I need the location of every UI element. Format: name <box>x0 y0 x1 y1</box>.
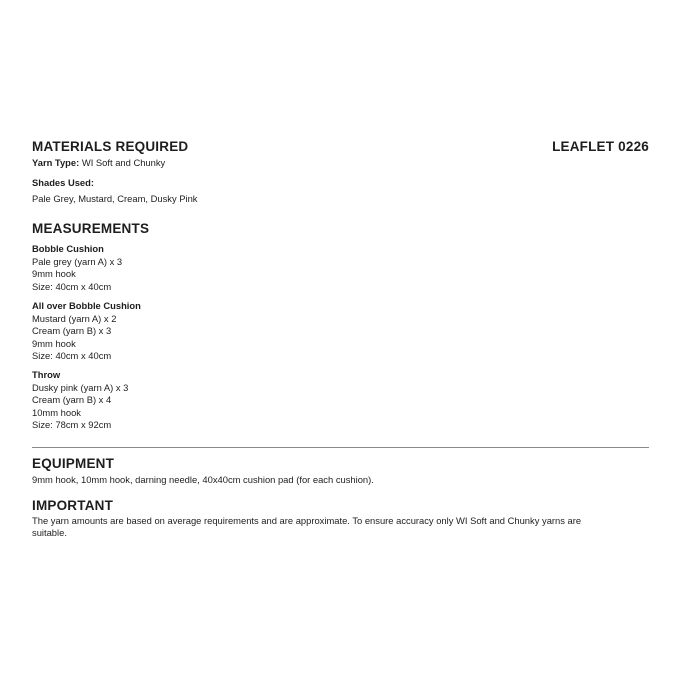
measurement-all-over-bobble-cushion <box>32 300 141 363</box>
equipment-text: 9mm hook, 10mm hook, darning needle, 40x40cm cushion pad (for each cushion). <box>32 474 374 485</box>
section-divider <box>32 447 649 448</box>
measurement-line: Mustard (yarn A) x 2 <box>32 312 117 324</box>
measurement-throw <box>32 369 128 432</box>
measurement-line: 10mm hook <box>32 406 81 418</box>
yarn-type-label: Yarn Type: <box>32 157 80 168</box>
measurement-line: Size: 78cm x 92cm <box>32 419 112 431</box>
measurement-title: All over Bobble Cushion <box>32 300 141 311</box>
measurement-line: 9mm hook <box>32 337 76 349</box>
measurement-line: Cream (yarn B) x 3 <box>32 325 112 337</box>
yarn-type-value: WI Soft and Chunky <box>81 157 166 168</box>
measurement-line: Cream (yarn B) x 4 <box>32 394 112 406</box>
measurement-line: Size: 40cm x 40cm <box>32 280 112 292</box>
shades-value: Pale Grey, Mustard, Cream, Dusky Pink <box>32 193 198 204</box>
measurement-line: 9mm hook <box>32 268 76 280</box>
measurement-line: Dusky pink (yarn A) x 3 <box>32 381 129 393</box>
important-text: The yarn amounts are based on average requirements and are approximate. To ensure accuracy only WI Soft and Chunky yarns are suitable. <box>32 515 582 539</box>
measurement-title: Bobble Cushion <box>32 243 104 254</box>
equipment-heading: EQUIPMENT <box>32 456 115 471</box>
measurement-line: Pale grey (yarn A) x 3 <box>32 255 123 267</box>
leaflet-number: LEAFLET 0226 <box>552 139 649 154</box>
yarn-type-line <box>32 157 165 169</box>
shades-label: Shades Used: <box>32 177 94 188</box>
materials-heading: MATERIALS REQUIRED <box>32 139 189 154</box>
measurement-bobble-cushion <box>32 243 122 293</box>
measurement-line: Size: 40cm x 40cm <box>32 350 112 362</box>
measurements-heading: MEASUREMENTS <box>32 221 150 236</box>
measurement-title: Throw <box>32 369 61 380</box>
important-heading: IMPORTANT <box>32 498 114 513</box>
